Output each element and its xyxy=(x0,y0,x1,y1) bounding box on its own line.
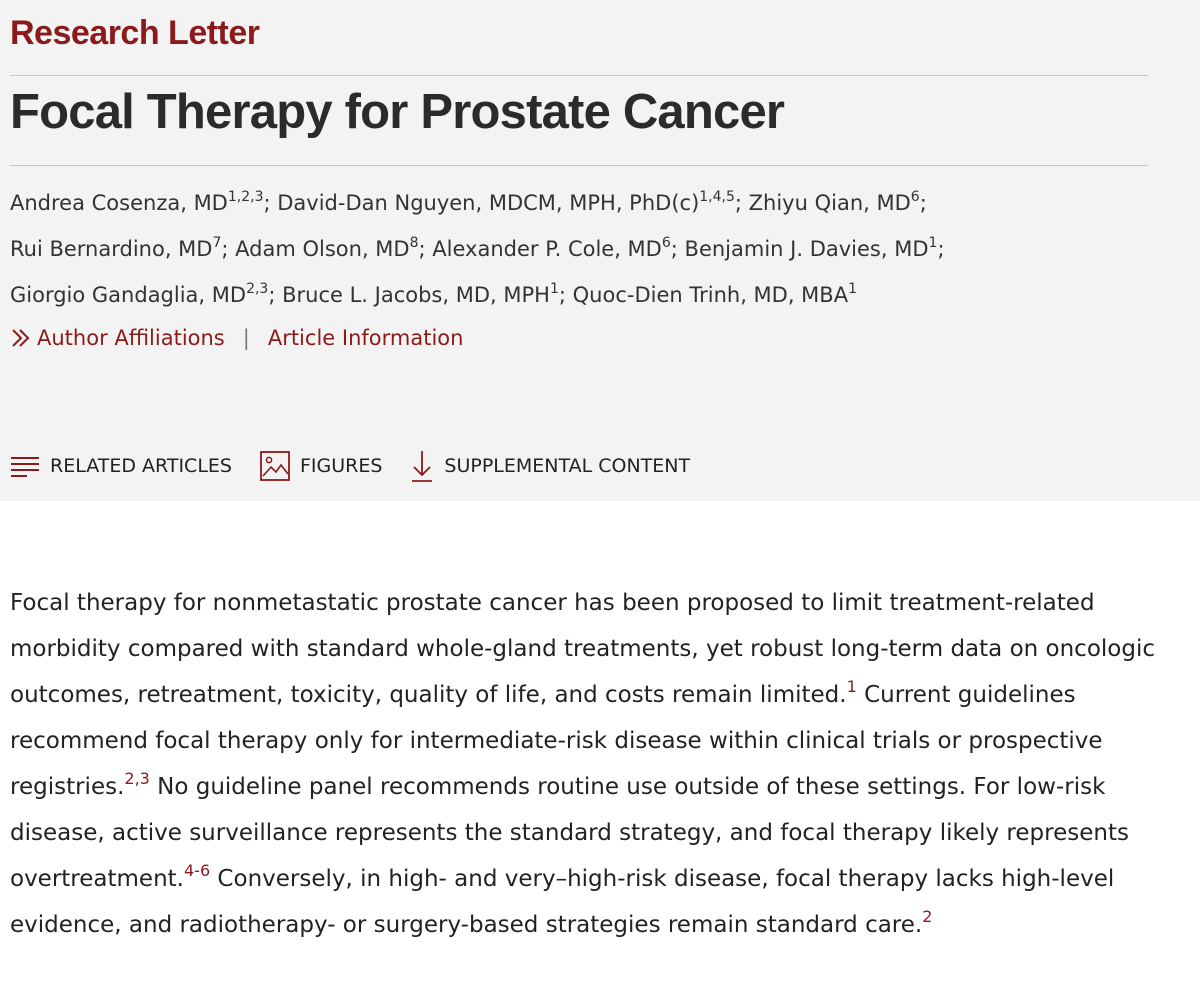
author-separator: ; xyxy=(919,191,927,215)
author-separator: ; xyxy=(670,237,685,261)
header-divider-top xyxy=(10,75,1148,76)
reference-link[interactable]: 1 xyxy=(846,677,857,696)
list-lines-icon xyxy=(10,454,40,478)
author-separator: ; xyxy=(263,191,278,215)
author-affiliation-sup: 1 xyxy=(848,281,857,297)
related-articles-button[interactable] xyxy=(10,454,232,478)
body-text-segment: Current guidelines recommend focal therapy only for intermediate-risk disease within clinical trials or prospective registries. xyxy=(10,682,1103,800)
author-name: Giorgio Gandaglia, MD xyxy=(10,283,247,307)
author-name: Quoc-Dien Trinh, MD, MBA xyxy=(572,283,849,307)
author-separator: ; xyxy=(937,237,945,261)
author-affiliations-link[interactable]: Author Affiliations xyxy=(37,326,225,350)
author-affiliation-sup: 2,3 xyxy=(246,281,269,297)
body-text-segment: No guideline panel recommends routine use outside of these settings. For low-risk disease, active surveillance represents the standard strategy, and focal therapy likely represents overtreatment. xyxy=(10,774,1129,892)
author-name: Zhiyu Qian, MD xyxy=(748,191,911,215)
author-name: Andrea Cosenza, MD xyxy=(10,191,228,215)
author-affiliation-sup: 6 xyxy=(661,235,671,251)
figures-button[interactable] xyxy=(260,451,382,481)
author-affiliation-sup: 1 xyxy=(549,281,559,297)
reference-link[interactable]: 2 xyxy=(922,907,933,926)
author-name: Adam Olson, MD xyxy=(235,237,410,261)
author-affiliation-sup: 1,2,3 xyxy=(227,189,264,205)
reference-link[interactable]: 4-6 xyxy=(183,861,211,880)
author-affiliation-sup: 7 xyxy=(212,235,222,251)
body-text-segment: Focal therapy for nonmetastatic prostate cancer has been proposed to limit treatment-related morbidity compared with standard whole-gland treatments, yet robust long-term data on oncologic outcomes, retreatment, toxicity, quality of life, and costs remain limited. xyxy=(10,590,1155,708)
author-name: Rui Bernardino, MD xyxy=(10,237,213,261)
article-links xyxy=(10,322,463,354)
author-list xyxy=(10,180,1160,318)
double-chevron-right-icon[interactable] xyxy=(10,327,32,349)
body-text-segment: Conversely, in high- and very–high-risk disease, focal therapy lacks high-level evidence, and radiotherapy- or surgery-based strategies remain standard care. xyxy=(10,866,1115,938)
author-separator: ; xyxy=(221,237,236,261)
article-toolbar xyxy=(10,448,690,484)
author-name: Bruce L. Jacobs, MD, MPH xyxy=(282,283,550,307)
author-affiliation-sup: 1 xyxy=(928,235,938,251)
reference-link[interactable]: 2,3 xyxy=(124,769,150,788)
author-affiliation-sup: 6 xyxy=(910,189,920,205)
author-separator: ; xyxy=(268,283,283,307)
author-separator: ; xyxy=(558,283,573,307)
related-articles-label: RELATED ARTICLES xyxy=(50,455,232,477)
author-affiliation-sup: 1,4,5 xyxy=(699,189,735,205)
article-title: Focal Therapy for Prostate Cancer xyxy=(10,85,785,139)
article-information-link[interactable]: Article Information xyxy=(267,326,464,350)
author-affiliation-sup: 8 xyxy=(409,235,419,251)
article-body-paragraph xyxy=(10,580,1160,948)
header-divider-bottom xyxy=(10,165,1148,166)
download-arrow-icon xyxy=(410,449,434,483)
author-separator: ; xyxy=(734,191,749,215)
author-separator: ; xyxy=(418,237,433,261)
figures-label: FIGURES xyxy=(299,455,383,477)
author-name: Alexander P. Cole, MD xyxy=(432,237,662,261)
supplemental-content-label: SUPPLEMENTAL CONTENT xyxy=(444,455,691,477)
author-name: David-Dan Nguyen, MDCM, MPH, PhD(c) xyxy=(277,191,700,215)
article-type-label: Research Letter xyxy=(10,14,260,52)
image-icon xyxy=(260,451,290,481)
author-name: Benjamin J. Davies, MD xyxy=(684,237,929,261)
link-separator: | xyxy=(242,326,250,350)
supplemental-content-button[interactable] xyxy=(410,449,690,483)
